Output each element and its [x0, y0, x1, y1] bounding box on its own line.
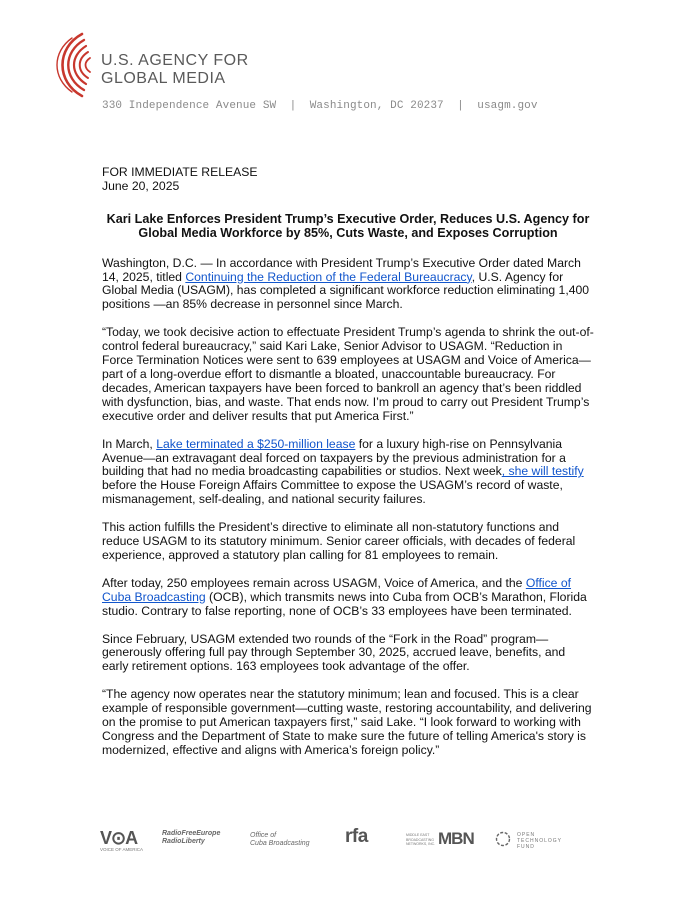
- ocb-logo: [250, 832, 310, 848]
- p3-text-a: In March,: [102, 436, 157, 451]
- otf-ring-icon: [495, 831, 511, 847]
- release-date: June 20, 2025: [102, 178, 180, 193]
- rfa-logo: rfa: [345, 826, 368, 847]
- mbn-caption: MIDDLE EAST BROADCASTING NETWORKS, INC.: [406, 833, 436, 846]
- paragraph-6: Since February, USAGM extended two rounds of the “Fork in the Road” program—generously offering full pay through September 30, 2025, accrued leave, benefits, and early retirement options. 163 employees took advantage of the offer.: [102, 631, 566, 674]
- otf-text: OPEN TECHNOLOGY FUND: [517, 832, 562, 850]
- p1-text-b: , U.S. Agency for Global Media (USAGM), has completed a significant workforce reduction eliminating 1,400 positions —an 85% decrease in personnel since March.: [102, 269, 590, 312]
- agency-name-line1: U.S. AGENCY FOR: [101, 52, 249, 69]
- p5-text-a: After today, 250 employees remain across USAGM, Voice of America, and the: [102, 575, 526, 590]
- ocb-link[interactable]: Office of Cuba Broadcasting: [102, 575, 572, 604]
- p1-text-a: Washington, D.C. — In accordance with President Trump’s Executive Order dated March 14, 2025, titled: [102, 255, 581, 284]
- ocb-line1: Office of: [250, 832, 277, 839]
- paragraph-5: [102, 577, 594, 619]
- ocb-line2: Cuba Broadcasting: [250, 840, 310, 847]
- p5-text-b: (OCB), which transmits news into Cuba from OCB’s Marathon, Florida studio. Contrary to false reporting, none of OCB’s 33 employees have been terminated.: [102, 589, 587, 618]
- release-body: [102, 166, 594, 772]
- voa-logo-caption: VOICE OF AMERICA: [100, 847, 144, 852]
- testify-link[interactable]: , she will testify: [501, 464, 584, 479]
- mbn-logo: MBN: [438, 829, 474, 848]
- eo-link[interactable]: Continuing the Reduction of the Federal Bureaucracy: [185, 269, 472, 284]
- paragraph-7: “The agency now operates near the statutory minimum; lean and focused. This is a clear example of responsible government—cutting waste, restoring accountability, and delivering on the promise to put American taxpayers first,” said Lake. “I look forward to working with Congress and the Department of State to make sure the future of telling America's story is modernized, effective and aligns with America’s foreign policy.”: [102, 687, 592, 757]
- paragraph-1: [102, 257, 594, 313]
- p3-text-b: for a luxury high-rise on Pennsylvania Avenue—an extravagant deal forced on taxpayers by the previous administration for a building that had no media broadcasting capabilities or studios. Next week: [102, 436, 566, 479]
- p3-text-c: before the House Foreign Affairs Committee to expose the USAGM’s record of waste, mismanagement, self-dealing, and national security failures.: [102, 478, 563, 507]
- rferl-line2: RadioLiberty: [162, 838, 205, 845]
- headline: Kari Lake Enforces President Trump’s Executive Order, Reduces U.S. Agency for Global Media Workforce by 85%, Cuts Waste, and Exposes Corruption: [106, 211, 590, 241]
- voa-logo: [100, 828, 143, 852]
- paragraph-3: [102, 438, 594, 508]
- usagm-logo-icon: [52, 30, 94, 100]
- lease-link[interactable]: Lake terminated a $250-million lease: [156, 436, 356, 451]
- paragraph-4: This action fulfills the President’s directive to eliminate all non-statutory functions and reduce USAGM to its statutory minimum. Senior career officials, with decades of federal experience, approved a statutory plan calling for 81 employees to remain.: [102, 520, 576, 562]
- rferl-logo: [162, 830, 220, 846]
- agency-address: 330 Independence Avenue SW | Washington, DC 20237 | usagm.gov: [102, 100, 538, 112]
- rferl-line1: RadioFreeEurope: [162, 830, 221, 837]
- voa-logo-mark: V⊙A: [100, 828, 138, 848]
- network-logos: [100, 826, 580, 860]
- agency-name: [101, 52, 249, 88]
- paragraph-2: “Today, we took decisive action to effectuate President Trump’s agenda to shrink the out-of-control federal bureaucracy,” said Kari Lake, Senior Advisor to USAGM. “Reduction in Force Termination Notices were sent to 639 employees at USAGM and Voice of America—part of a long-overdue effort to dismantle a bloated, unaccountable bureaucracy. For decades, American taxpayers have been forced to bankroll an agency that’s been riddled with dysfunction, bias, and waste. That ends now. I’m proud to carry out President Trump’s executive order and deliver results that put America First.”: [102, 325, 594, 423]
- release-label: FOR IMMEDIATE RELEASE: [102, 165, 258, 179]
- agency-name-line2: GLOBAL MEDIA: [101, 70, 226, 87]
